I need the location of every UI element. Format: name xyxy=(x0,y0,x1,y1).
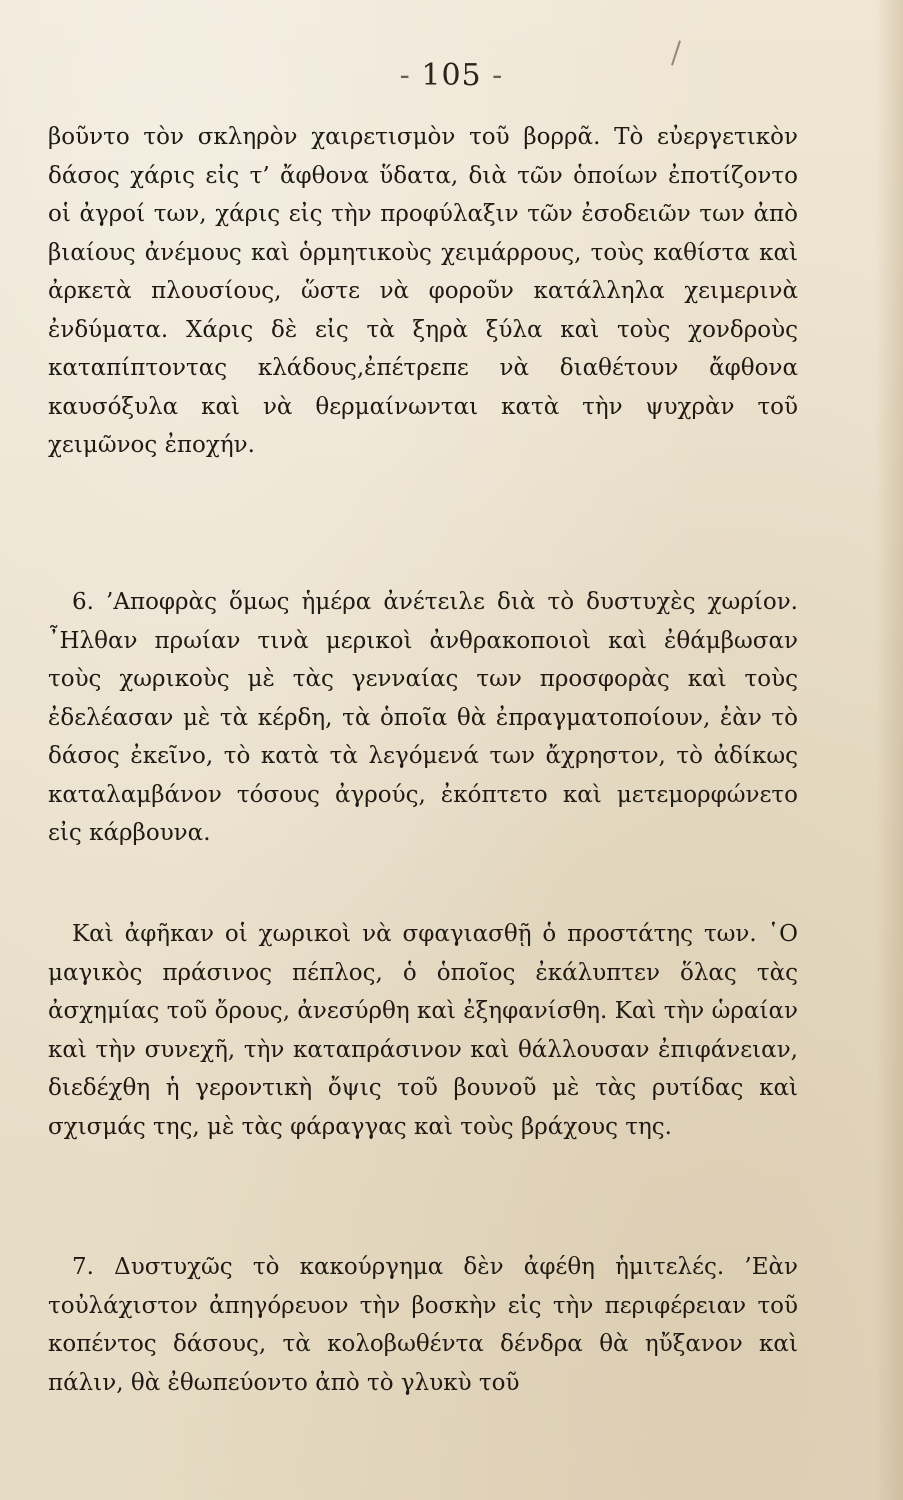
page-edge-shadow xyxy=(875,0,903,1500)
paragraph-continued xyxy=(48,118,798,465)
page-number-suffix: - xyxy=(492,58,504,93)
paragraph-text: 6. ’Αποφρὰς ὅμως ἡμέρα ἀνέτειλε διὰ τὸ δυστυχὲς χωρίον. ῏Ηλθαν πρωίαν τινὰ μερικοὶ ἀνθρακοποιοὶ καὶ ἐθάμβωσαν τοὺς χωρικοὺς μὲ τὰς γενναίας των προσφορὰς καὶ τοὺς ἐδελέασαν μὲ τὰ κέρδη, τὰ ὁποῖα θὰ ἐπραγματοποίουν, ἐὰν τὸ δάσος ἐκεῖνο, τὸ κατὰ τὰ λεγόμενά των ἄχρηστον, τὸ ἀδίκως καταλαμβάνον τόσους ἀγρούς, ἐκόπτετο καὶ μετεμορφώνετο εἰς κάρβουνα. xyxy=(48,589,798,846)
page-number xyxy=(0,58,903,93)
page-number-prefix: - xyxy=(399,58,411,93)
paragraph-text: βοῦντο τὸν σκληρὸν χαιρετισμὸν τοῦ βορρᾶ. Τὸ εὐεργετικὸν δάσος χάρις εἰς τ’ ἄφθονα ὕδατα, διὰ τῶν ὁποίων ἐποτίζοντο οἱ ἀγροί των, χάρις εἰς τὴν προφύλαξιν τῶν ἐσοδειῶν των ἀπὸ βιαίους ἀνέμους καὶ ὁρμητικοὺς χειμάρρους, τοὺς καθίστα καὶ ἀρκετὰ πλουσίους, ὥστε νὰ φοροῦν κατάλληλα χειμερινὰ ἐνδύματα. Χάρις δὲ εἰς τὰ ξηρὰ ξύλα καὶ τοὺς χονδροὺς καταπίπτοντας κλάδους,ἐπέτρεπε νὰ διαθέτουν ἄφθονα καυσόξυλα καὶ νὰ θερμαίνωνται κατὰ τὴν ψυχρὰν τοῦ χειμῶνος ἐποχήν. xyxy=(48,124,798,458)
paragraph-section-6 xyxy=(48,583,798,853)
page-number-value: 105 xyxy=(421,58,482,93)
paragraph-section-7 xyxy=(48,1248,798,1402)
paragraph-text: Καὶ ἀφῆκαν οἱ χωρικοὶ νὰ σφαγιασθῇ ὁ προστάτης των. ῾Ο μαγικὸς πράσινος πέπλος, ὁ ὁποῖος ἐκάλυπτεν ὅλας τὰς ἀσχημίας τοῦ ὄρους, ἀνεσύρθη καὶ ἐξηφανίσθη. Καὶ τὴν ὡραίαν καὶ τὴν συνεχῆ, τὴν καταπράσινον καὶ θάλλουσαν ἐπιφάνειαν, διεδέχθη ἡ γεροντικὴ ὄψις τοῦ βουνοῦ μὲ τὰς ρυτίδας καὶ σχισμάς της, μὲ τὰς φάραγγας καὶ τοὺς βράχους της. xyxy=(48,921,798,1140)
paragraph-text: 7. Δυστυχῶς τὸ κακούργημα δὲν ἀφέθη ἡμιτελές. ’Εὰν τοὐλάχιστον ἀπηγόρευον τὴν βοσκὴν εἰς τὴν περιφέρειαν τοῦ κοπέντος δάσους, τὰ κολοβωθέντα δένδρα θὰ ηὔξανον καὶ πάλιν, θὰ ἐθωπεύοντο ἀπὸ τὸ γλυκὺ τοῦ xyxy=(48,1254,798,1396)
paragraph-section-6-cont xyxy=(48,915,798,1146)
